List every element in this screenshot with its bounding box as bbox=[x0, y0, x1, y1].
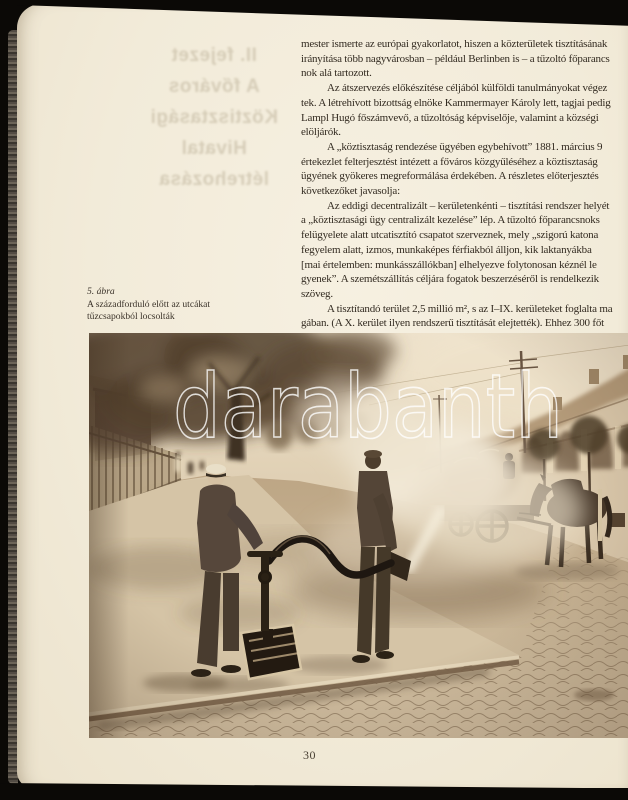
body-line: ügyének gyökeres megreformálása érdekében. A részletes előterjesztés bbox=[301, 170, 599, 183]
showthrough-chapter-title bbox=[129, 40, 299, 195]
caption-line: tűzcsapokból locsolták bbox=[87, 311, 175, 323]
caption-line: A századforduló előtt az utcákat bbox=[87, 299, 211, 311]
body-line: gában. (A X. kerület ilyen rendszerű tisztítását elejtették). Ehhez 300 főt bbox=[301, 317, 604, 330]
body-line: gyenek”. A szemétszállítás céljára fogatok beszerzéséről is rendelkezik bbox=[301, 273, 599, 286]
body-line: következőket javasolja: bbox=[301, 185, 400, 198]
page-number: 30 bbox=[303, 748, 316, 762]
showthrough-line: Hivatal bbox=[181, 138, 247, 159]
body-line: a „köztisztasági ügy centralizált kezelése” lép. A tűzoltó főparancsnoks bbox=[301, 214, 600, 227]
showthrough-line: A főváros bbox=[168, 76, 260, 97]
body-line: tek. A létrehívott bizottság elnöke Kammermayer Károly lett, tagjai pedig bbox=[301, 96, 611, 109]
body-line: fegyelem alatt, izmos, munkaképes férfiakból álljon, kik laktanyákba bbox=[301, 243, 592, 256]
body-line: Az eddigi decentralizált – kerületenkénti – tisztítási rendszer helyét bbox=[327, 199, 610, 212]
figure-photo bbox=[89, 333, 628, 738]
body-text bbox=[301, 37, 628, 337]
photo-left-shade bbox=[89, 333, 129, 738]
figure-caption-lines bbox=[87, 299, 292, 323]
body-line: A „köztisztaság rendezése ügyében egybehívott” 1881. március 9 bbox=[327, 140, 603, 153]
body-line: értekezlet felterjesztést intézett a főváros közgyűléséhez a köztisztaság bbox=[301, 155, 598, 168]
body-line: nok alá tartozott. bbox=[301, 67, 372, 80]
street-photo-scene bbox=[89, 333, 628, 738]
body-line: Lampl Hugó főszámvevő, a tűzoltóság képviselője, valamint a községi bbox=[301, 111, 599, 124]
body-line: felügyelete alatt utcatisztító csapatot szerveznek, mely „szigorú katona bbox=[301, 229, 599, 242]
body-line: A tisztítandó terület 2,5 millió m², s az I–IX. kerületeket foglalta ma bbox=[327, 302, 613, 315]
body-line: irányítása több nagyvárosban – például Berlinben is – a tűzoltó főparancs bbox=[301, 52, 610, 65]
figure-caption-label: 5. ábra bbox=[87, 286, 115, 297]
body-line: [mai értelemben: munkásszállókban] elhelyezve folytonosan kéznél le bbox=[301, 258, 597, 271]
figure-caption bbox=[87, 286, 292, 324]
watermark-text: darabanth bbox=[173, 355, 563, 458]
showthrough-line: létrehozása bbox=[158, 169, 270, 190]
body-line: Az átszervezés előkészítése céljából külföldi tanulmányokat végez bbox=[327, 82, 608, 95]
body-line: szöveg. bbox=[301, 287, 333, 300]
showthrough-line: II. fejezet bbox=[171, 45, 257, 66]
book-page bbox=[17, 4, 628, 788]
showthrough-line: Köztisztasági bbox=[150, 107, 278, 128]
body-line: elöljárók. bbox=[301, 126, 341, 139]
body-line: mester ismerte az európai gyakorlatot, hiszen a közterületek tisztításának bbox=[301, 38, 608, 50]
